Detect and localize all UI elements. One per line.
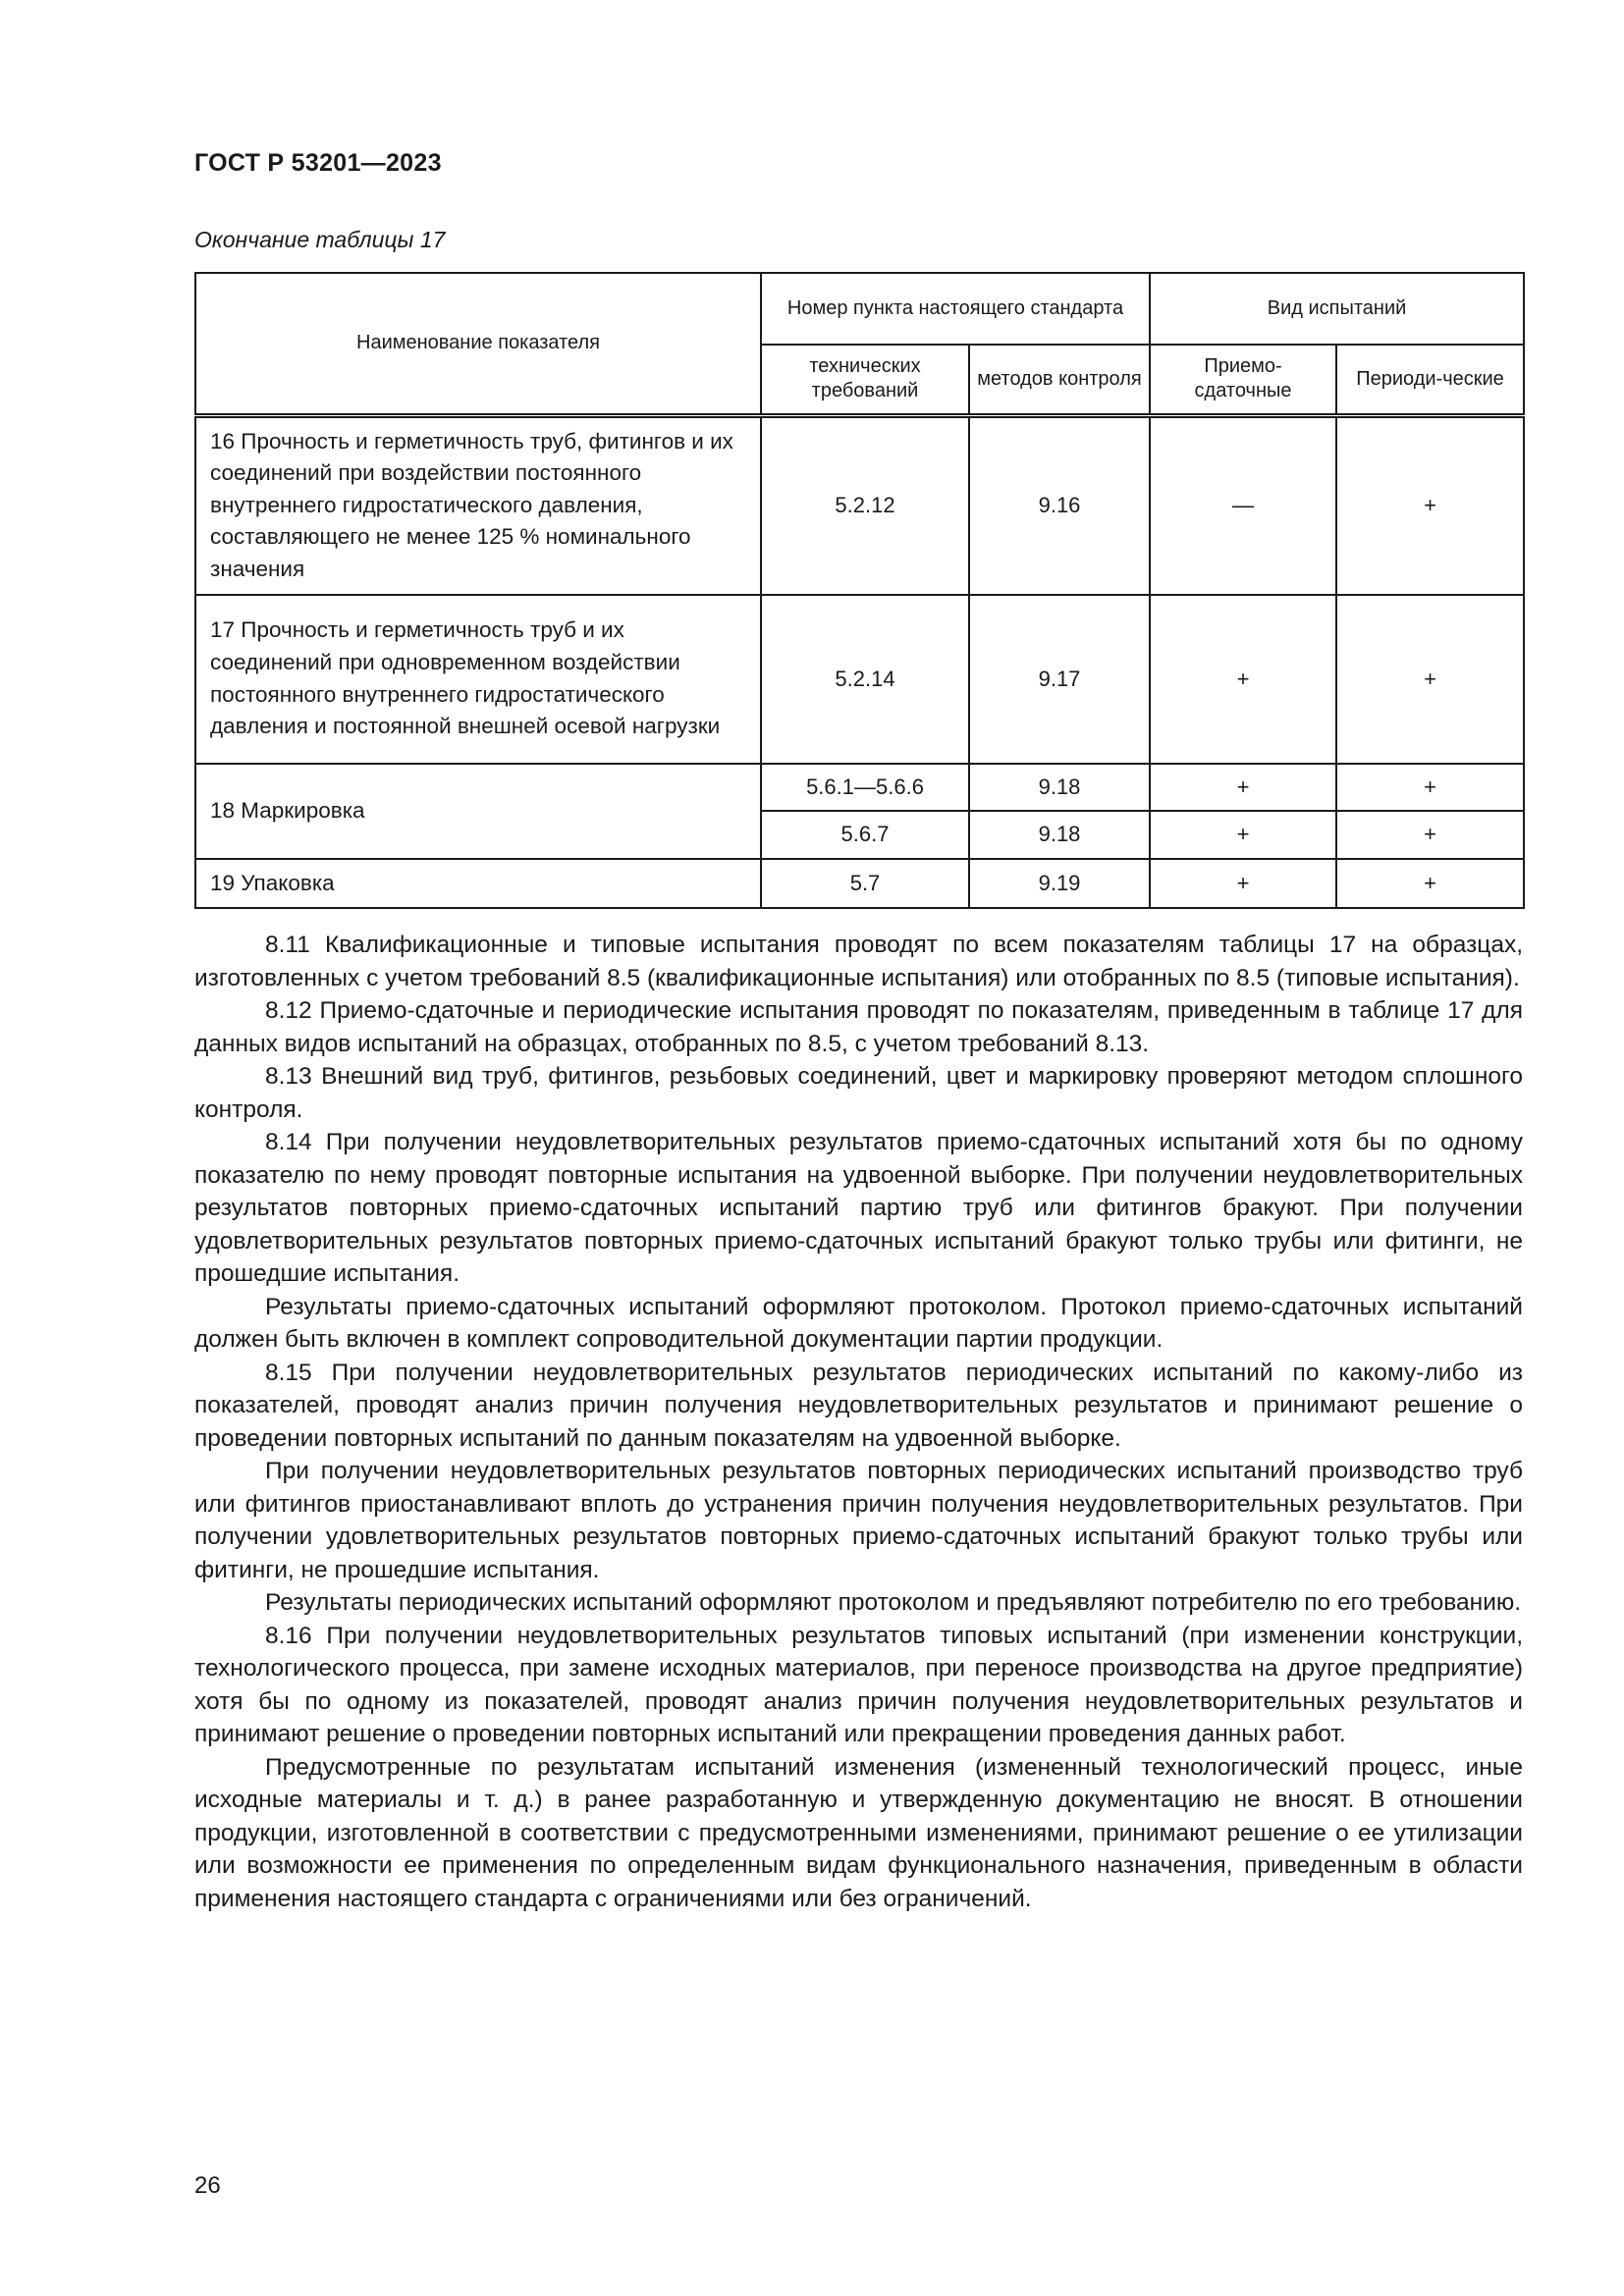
row-method: 9.19: [969, 859, 1150, 909]
header-control-methods: методов контроля: [969, 345, 1150, 415]
row-periodic: +: [1336, 415, 1524, 595]
header-tech-requirements: технических требований: [761, 345, 969, 415]
paragraph: 8.13 Внешний вид труб, фитингов, резьбовых соединений, цвет и маркировку проверяют методом сплошного контроля.: [194, 1063, 1523, 1123]
row-tech: 5.7: [761, 859, 969, 909]
header-clause-group: Номер пункта настоящего стандарта: [761, 273, 1150, 345]
paragraph: 8.15 При получении неудовлетворительных результатов периодических испытаний по какому-либо из показателей, проводят анализ причин получения неудовлетворительных результатов и принимают решение о проведении повторных испытаний по данным показателям на удвоенной выборке.: [194, 1359, 1523, 1452]
row-acceptance: +: [1150, 595, 1336, 764]
paragraph: 8.14 При получении неудовлетворительных результатов приемо-сдаточных испытаний хотя бы по одному показателю по нему проводят повторные испытания на удвоенной выборке. При получении неудовлетворительных результатов повторных приемо-сдаточных испытаний партию труб или фитингов бракуют. При получении удовлетворительных результатов повторных приемо-сдаточных испытаний бракуют только трубы или фитинги, не прошедшие испытания.: [194, 1129, 1523, 1287]
body-text: [194, 929, 1523, 1915]
row-acceptance: +: [1150, 764, 1336, 811]
row-periodic: +: [1336, 811, 1524, 859]
header-acceptance: Приемо-сдаточные: [1150, 345, 1336, 415]
row-name: 18 Маркировка: [195, 764, 761, 859]
row-tech: 5.2.14: [761, 595, 969, 764]
row-name: 17 Прочность и герметичность труб и их соединений при одновременном воздействии постоянного внутреннего гидростатического давления и постоянной внешней осевой нагрузки: [195, 595, 761, 764]
row-name: 19 Упаковка: [195, 859, 761, 909]
table-row: [195, 595, 1524, 764]
paragraph: 8.16 При получении неудовлетворительных результатов типовых испытаний (при изменении конструкции, технологического процесса, при замене исходных материалов, при переносе производства на другое предприятие) хотя бы по одному из показателей, проводят анализ причин получения неудовлетворительных результатов и принимают решение о проведении повторных испытаний или прекращении проведения данных работ.: [194, 1622, 1523, 1747]
row-periodic: +: [1336, 764, 1524, 811]
row-tech: 5.6.1—5.6.6: [761, 764, 969, 811]
row-method: 9.17: [969, 595, 1150, 764]
row-acceptance: —: [1150, 415, 1336, 595]
row-acceptance: +: [1150, 859, 1336, 909]
row-method: 9.18: [969, 764, 1150, 811]
table-row: [195, 859, 1524, 909]
paragraph: При получении неудовлетворительных результатов повторных периодических испытаний производство труб или фитингов приостанавливают вплоть до устранения причин получения неудовлетворительных результатов. При получении удовлетворительных результатов повторных приемо-сдаточных испытаний бракуют только трубы или фитинги, не прошедшие испытания.: [194, 1458, 1523, 1583]
row-periodic: +: [1336, 595, 1524, 764]
paragraph: Результаты приемо-сдаточных испытаний оформляют протоколом. Протокол приемо-сдаточных испытаний должен быть включен в комплект сопроводительной документации партии продукции.: [194, 1293, 1523, 1353]
row-name: 16 Прочность и герметичность труб, фитингов и их соединений при воздействии постоянного внутреннего гидростатического давления, составляющего не менее 125 % номинального значения: [195, 415, 761, 595]
header-indicator: Наименование показателя: [195, 273, 761, 415]
page-number: 26: [194, 2172, 221, 2199]
row-method: 9.16: [969, 415, 1150, 595]
row-tech: 5.2.12: [761, 415, 969, 595]
paragraph: 8.11 Квалификационные и типовые испытания проводят по всем показателям таблицы 17 на образцах, изготовленных с учетом требований 8.5 (квалификационные испытания) или отобранных по 8.5 (типовые испытания).: [194, 932, 1523, 991]
table-row: [195, 764, 1524, 811]
row-tech: 5.6.7: [761, 811, 969, 859]
document-header: ГОСТ Р 53201—2023: [194, 149, 442, 177]
header-test-group: Вид испытаний: [1150, 273, 1524, 345]
row-acceptance: +: [1150, 811, 1336, 859]
requirements-table: [194, 272, 1525, 909]
header-periodic: Периоди-ческие: [1336, 345, 1524, 415]
row-periodic: +: [1336, 859, 1524, 909]
table-row: [195, 415, 1524, 595]
row-method: 9.18: [969, 811, 1150, 859]
paragraph: 8.12 Приемо-сдаточные и периодические испытания проводят по показателям, приведенным в таблице 17 для данных видов испытаний на образцах, отобранных по 8.5, с учетом требований 8.13.: [194, 997, 1523, 1057]
paragraph: Предусмотренные по результатам испытаний изменения (измененный технологический процесс, иные исходные материалы и т. д.) в ранее разработанную и утвержденную документацию не вносят. В отношении продукции, изготовленной в соответствии с предусмотренными изменениями, принимают решение о ее утилизации или возможности ее применения по определенным видам функционального назначения, приведенным в области применения настоящего стандарта с ограничениями или без ограничений.: [194, 1753, 1523, 1912]
paragraph: Результаты периодических испытаний оформляют протоколом и предъявляют потребителю по его требованию.: [265, 1589, 1522, 1616]
table-caption: Окончание таблицы 17: [194, 227, 446, 252]
